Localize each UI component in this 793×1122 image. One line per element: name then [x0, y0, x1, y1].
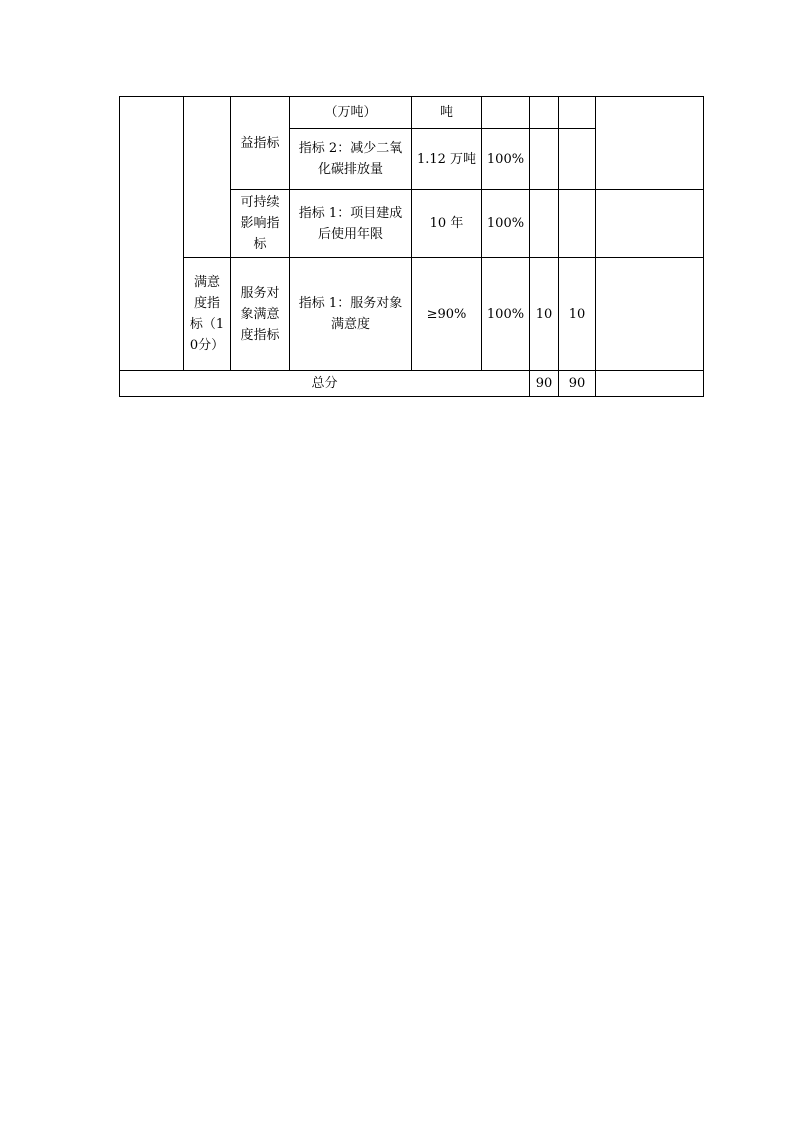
performance-table: [119, 96, 704, 397]
weight-cell: 10: [530, 258, 559, 371]
table-row: [120, 97, 704, 129]
total-row: [120, 371, 704, 397]
weight-cell: [530, 190, 559, 258]
score-cell: 10: [559, 258, 596, 371]
first-level-cell: [120, 97, 184, 371]
remark-cell: [596, 97, 704, 190]
actual-cell: [482, 97, 530, 129]
target-cell: 1.12 万吨: [412, 129, 482, 190]
weight-cell: [530, 97, 559, 129]
weight-cell: [530, 129, 559, 190]
category-cell: [184, 97, 231, 258]
actual-cell: 100%: [482, 258, 530, 371]
sub-category-cell: 可持续影响指标: [231, 190, 290, 258]
score-cell: [559, 97, 596, 129]
sub-category-cell: 益指标: [231, 97, 290, 190]
target-cell: ≥90%: [412, 258, 482, 371]
remark-cell: [596, 190, 704, 258]
indicator-cell: （万吨）: [290, 97, 412, 129]
indicator-cell: 指标 2：减少二氧化碳排放量: [290, 129, 412, 190]
score-cell: [559, 190, 596, 258]
remark-cell: [596, 371, 704, 397]
target-cell: 10 年: [412, 190, 482, 258]
table-row: [120, 258, 704, 371]
total-weight: 90: [530, 371, 559, 397]
score-cell: [559, 129, 596, 190]
remark-cell: [596, 258, 704, 371]
target-cell: 吨: [412, 97, 482, 129]
actual-cell: 100%: [482, 129, 530, 190]
indicator-cell: 指标 1：项目建成后使用年限: [290, 190, 412, 258]
indicator-cell: 指标 1：服务对象满意度: [290, 258, 412, 371]
sub-category-cell: 服务对象满意度指标: [231, 258, 290, 371]
total-score: 90: [559, 371, 596, 397]
category-cell: 满意度指标（10分）: [184, 258, 231, 371]
total-label: 总分: [120, 371, 530, 397]
actual-cell: 100%: [482, 190, 530, 258]
